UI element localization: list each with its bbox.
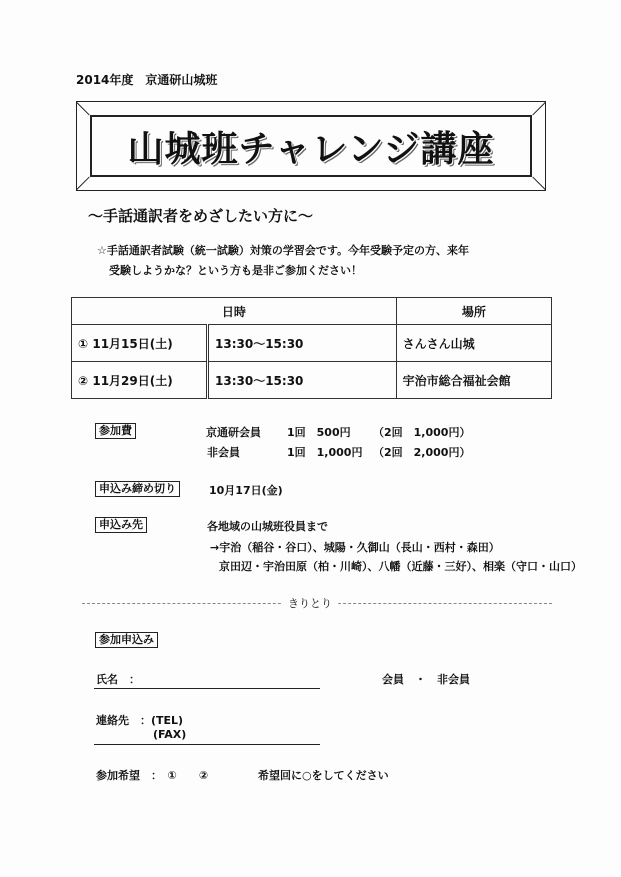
contact-label: 申込み先 bbox=[95, 517, 147, 533]
contact-line-3: 京田辺・宇治田原（柏・川崎）、八幡（近藤・三好）、相楽（守口・山口） bbox=[219, 560, 582, 573]
preference-note: 希望回に○をしてください bbox=[258, 769, 389, 782]
session-date bbox=[72, 362, 208, 399]
member-choice[interactable]: 会員 ・ 非会員 bbox=[382, 673, 470, 686]
title-frame bbox=[76, 101, 546, 191]
session-number: ① bbox=[78, 336, 89, 351]
session-place: 宇治市総合福祉会館 bbox=[396, 362, 551, 399]
deadline-label: 申込み締め切り bbox=[95, 481, 180, 497]
fee-member-type: 京通研会員 bbox=[206, 426, 261, 439]
session-place: さんさん山城 bbox=[396, 325, 551, 362]
name-label: 氏名 ： bbox=[96, 673, 140, 686]
application-form-title: 参加申込み bbox=[95, 632, 158, 648]
frame-corner bbox=[532, 102, 545, 115]
datetime-header: 日時 bbox=[72, 298, 397, 325]
preference-label[interactable]: 参加希望 ： ① ② bbox=[96, 769, 209, 782]
frame-corner bbox=[76, 102, 89, 115]
session-time: 13:30～15:30 bbox=[208, 362, 397, 399]
name-field[interactable] bbox=[94, 688, 320, 689]
header-year-group: 2014年度 京通研山城班 bbox=[76, 73, 218, 87]
subtitle: ～手話通訳者をめざしたい方に～ bbox=[88, 207, 314, 225]
session-date-text: 11月15日(土) bbox=[92, 336, 173, 351]
fee-label: 参加費 bbox=[95, 423, 136, 439]
session-date bbox=[72, 325, 208, 362]
place-header: 場所 bbox=[396, 298, 551, 325]
intro-text bbox=[97, 241, 537, 281]
contact-line-1: 各地域の山城班役員まで bbox=[207, 520, 328, 533]
session-time: 13:30～15:30 bbox=[208, 325, 397, 362]
frame-corner bbox=[532, 177, 545, 190]
contact-tel-label: 連絡先 ：(TEL) bbox=[96, 714, 184, 727]
contact-field[interactable] bbox=[94, 744, 320, 745]
deadline-value: 10月17日(金) bbox=[209, 484, 283, 497]
fee-nonmember-once: 1回 1,000円 bbox=[287, 446, 363, 459]
fee-nonmember-type: 非会員 bbox=[207, 446, 240, 459]
fee-nonmember-twice: （2回 2,000円） bbox=[373, 446, 471, 459]
table-row bbox=[72, 362, 552, 399]
intro-line-2: 受験しようかな？という方も是非ご参加ください！ bbox=[109, 264, 362, 277]
intro-line-1: ☆手話通訳者試験（統一試験）対策の学習会です。今年受験予定の方、来年 bbox=[97, 244, 469, 257]
fee-member-once: 1回 500円 bbox=[287, 426, 351, 439]
contact-line-2: →宇治（稲谷・谷口）、城陽・久御山（長山・西村・森田） bbox=[210, 541, 500, 554]
page-title: 山城班チャレンジ講座 bbox=[90, 115, 532, 177]
frame-corner bbox=[76, 177, 89, 190]
cut-text: きりとり bbox=[282, 595, 338, 611]
session-date-text: 11月29日(土) bbox=[92, 373, 173, 388]
schedule-header-row bbox=[72, 298, 552, 325]
schedule-table bbox=[71, 297, 552, 399]
session-number: ② bbox=[78, 373, 89, 388]
contact-fax-label: (FAX) bbox=[153, 728, 187, 741]
fee-member-twice: （2回 1,000円） bbox=[373, 426, 471, 439]
table-row bbox=[72, 325, 552, 362]
